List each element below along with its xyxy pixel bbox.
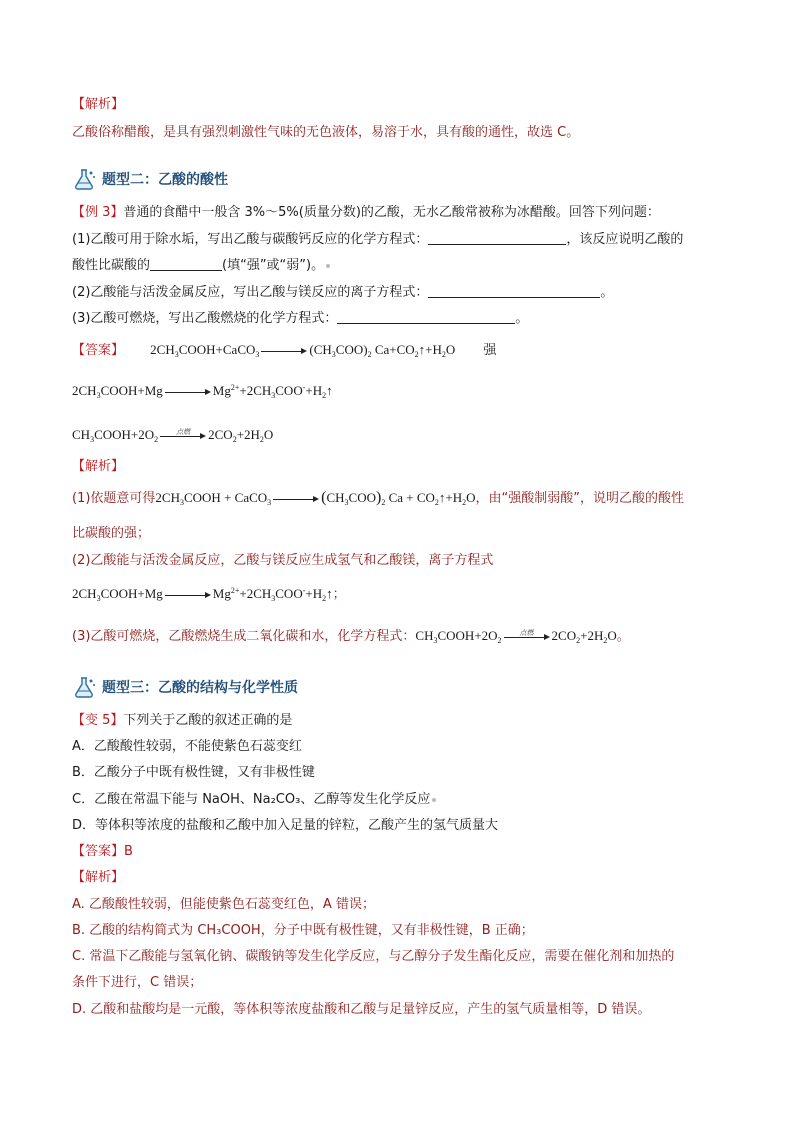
variant-5-stem [72,712,732,730]
analysis-text-1: 乙酸俗称醋酸，是具有强烈刺激性气味的无色液体，易溶于水，具有酸的通性，故选 C。 [72,125,580,140]
question-3-text-end: 。 [515,311,529,326]
reason-b: B. 乙酸的结构简式为 CH₃COOH，分子中既有极性键，又有非极性键，B 正确； [72,923,534,938]
reason-c-line-1: C. 常温下乙酸能与氢氧化钠、碳酸钠等发生化学反应，与乙醇分子发生酯化反应，需要在催化剂和加热的 [72,949,675,964]
question-3-line [72,310,732,328]
answer-strong: 强 [483,343,497,358]
reason-a: A. 乙酸酸性较弱，但能使紫色石蕊变红色，A 错误； [72,897,375,912]
example-3-text: 普通的食醋中一般含 3%～5%(质量分数)的乙酸，无水乙酸常被称为冰醋酸。回答下列问题： [123,205,660,220]
explain-3-text: (3)乙酸可燃烧，乙酸燃烧生成二氧化碳和水，化学方程式： [72,629,416,644]
section-heading-2 [72,166,228,192]
explain-2-text: (2)乙酸能与活泼金属反应，乙酸与镁反应生成氢气和乙酸镁，离子方程式 [72,553,494,568]
answer-blank-1[interactable] [428,231,566,245]
flask-icon [72,168,98,190]
question-1-text: (1)乙酸可用于除水垢，写出乙酸与碳酸钙反应的化学方程式： [72,232,429,247]
condition-ignite: 点燃 [176,428,191,437]
equation-combustion-inline: $CH_3COOH+2O_2$ 点燃 $2CO_2+2H_2O$ [415,628,616,643]
question-2-line [72,284,732,302]
answer-2: 【答案】B [72,844,133,859]
option-a: A．乙酸酸性较弱，不能使紫色石蕊变红 [72,739,302,754]
question-1b-text-end: (填“强”或“弱”)。 [222,258,325,273]
question-1b-text: 酸性比碳酸的 [72,258,151,273]
equation-mg-ionic: $2CH_3COOH+Mg$ $Mg^{2+}+2CH_3COO^-+H_2↑$ [72,383,333,400]
question-3-text: (3)乙酸可燃烧，写出乙酸燃烧的化学方程式： [72,311,338,326]
question-2-text-end: 。 [600,285,614,300]
heading-3-text: 题型三：乙酸的结构与化学性质 [102,680,298,696]
equation-caco3: $2CH_3COOH+CaCO_3$ $(CH_3COO)_2$ $Ca+CO_2↑+H_2O$ [150,342,456,359]
explain-1-pre: (1)依题意可得 [72,491,156,506]
example-3-tag: 【例 3】 [72,205,124,220]
option-c-text: C．乙酸在常温下能与 NaOH、Na₂CO₃、乙醇等发生化学反应 [72,792,431,807]
explain-1-line-a [72,489,732,508]
reason-d: D. 乙酸和盐酸均是一元酸，等体积等浓度盐酸和乙酸与足量锌反应，产生的氢气质量相等，D 错误。 [72,1002,651,1017]
mark-dot [432,798,436,802]
reason-c-line-2: 条件下进行，C 错误； [72,975,203,990]
variant-5-tag: 【变 5】 [72,713,124,728]
analysis-label-3: 【解析】 [72,870,125,885]
explain-3-line [72,627,732,646]
option-b: B．乙酸分子中既有极性键，又有非极性键 [72,765,315,780]
explain-3-end: 。 [616,629,630,644]
question-1-text-end: ，该反应说明乙酸的 [566,232,684,247]
example-3-stem [72,204,732,222]
equation-caco3-inline: $2CH_3COOH$ + CaCO$_3$ $(CH_3COO)_2$ $Ca + CO_2↑+H_2O$ [155,489,476,507]
condition-ignite-2: 点燃 [519,629,534,638]
question-2-text: (2)乙酸能与活泼金属反应，写出乙酸与镁反应的离子方程式： [72,285,429,300]
question-1-line-b [72,257,732,275]
option-d: D．等体积等浓度的盐酸和乙酸中加入足量的锌粒，乙酸产生的氢气质量大 [72,818,499,833]
analysis-label-1: 【解析】 [72,97,125,112]
explain-1-post: ，由“强酸制弱酸”，说明乙酸的酸性 [475,491,685,506]
option-c [72,791,732,809]
analysis-label-2: 【解析】 [72,459,125,474]
answer-label: 【答案】 [72,343,125,358]
answer-blank-4[interactable] [337,310,515,324]
answer-blank-3[interactable] [428,284,600,298]
heading-2-text: 题型二：乙酸的酸性 [102,172,228,188]
question-1-line-a [72,231,732,249]
flask-icon [72,676,98,698]
answer-line-1 [72,341,732,360]
explain-1-line-b: 比碳酸的强； [72,526,151,541]
mark-dot [326,264,330,268]
variant-5-text: 下列关于乙酸的叙述正确的是 [123,713,293,728]
explain-2-end: ； [332,586,346,601]
equation-mg-ionic-2: $2CH_3COOH+Mg$ $Mg^{2+}+2CH_3COO^-+H_2↑$； [72,586,346,603]
section-heading-3 [72,674,298,700]
equation-combustion: $CH_3COOH+2O_2$ 点燃 $2CO_2+2H_2O$ [72,426,732,444]
answer-blank-2[interactable] [150,257,222,271]
